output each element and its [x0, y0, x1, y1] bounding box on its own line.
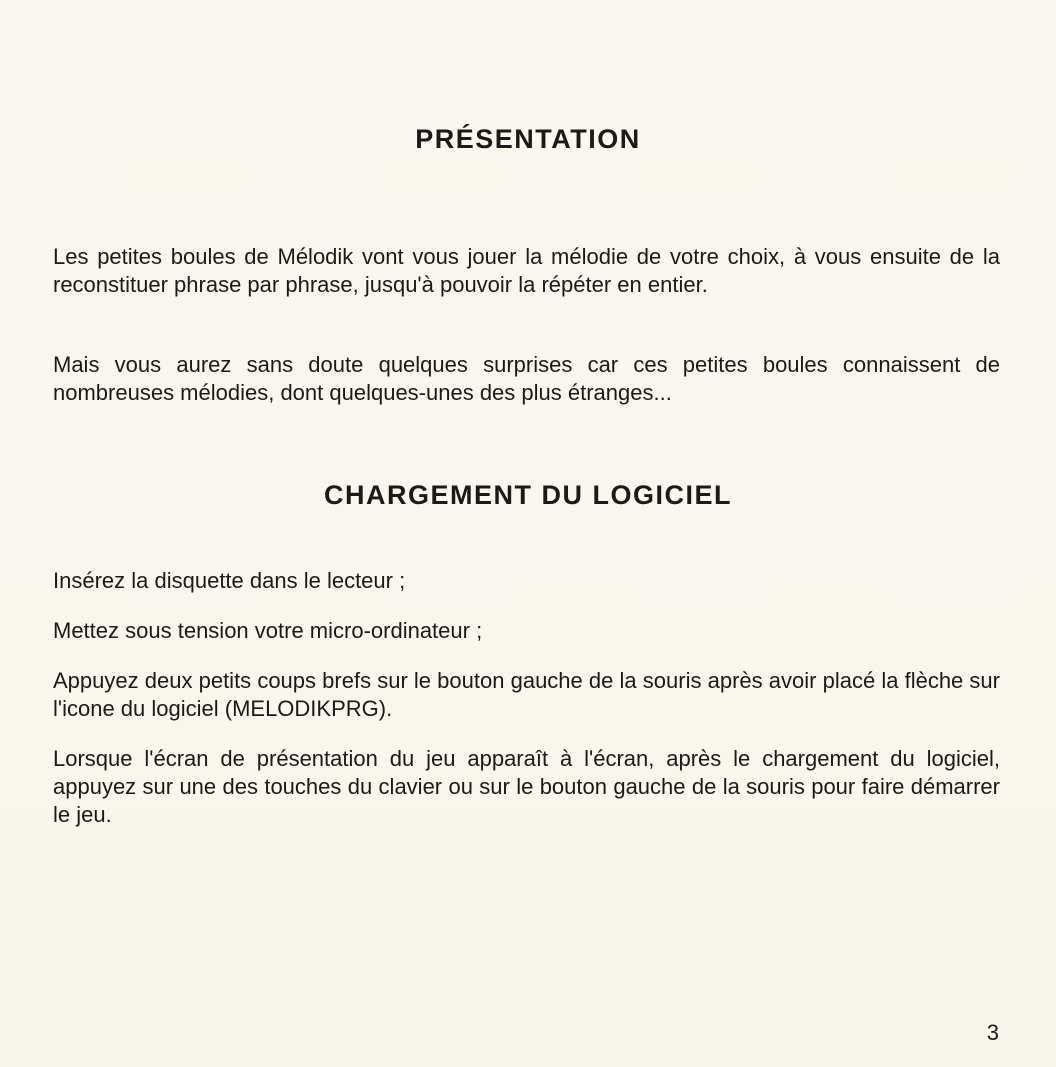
paragraph-chargement-1: Insérez la disquette dans le lecteur ;	[53, 568, 406, 593]
paragraph-chargement-2: Mettez sous tension votre micro-ordinateur ;	[53, 618, 483, 643]
paragraph-presentation-2: Mais vous aurez sans doute quelques surprises car ces petites boules connaissent de nombreuses mélodies, dont quelques-unes des plus étranges...	[53, 352, 1000, 405]
paragraph-chargement-4: Lorsque l'écran de présentation du jeu apparaît à l'écran, après le chargement du logiciel, appuyez sur une des touches du clavier ou sur le bouton gauche de la souris pour faire démarrer le jeu.	[53, 746, 1000, 827]
page-number: 3	[986, 1020, 999, 1045]
paragraph-presentation-1: Les petites boules de Mélodik vont vous jouer la mélodie de votre choix, à vous ensuite de la reconstituer phrase par phrase, jusqu'à pouvoir la répéter en entier.	[53, 244, 1000, 297]
paragraph-chargement-3: Appuyez deux petits coups brefs sur le bouton gauche de la souris après avoir placé la flèche sur l'icone du logiciel (MELODIKPRG).	[53, 668, 1000, 721]
section-title-chargement: CHARGEMENT DU LOGICIEL	[324, 480, 732, 510]
section-title-presentation: PRÉSENTATION	[415, 124, 641, 154]
